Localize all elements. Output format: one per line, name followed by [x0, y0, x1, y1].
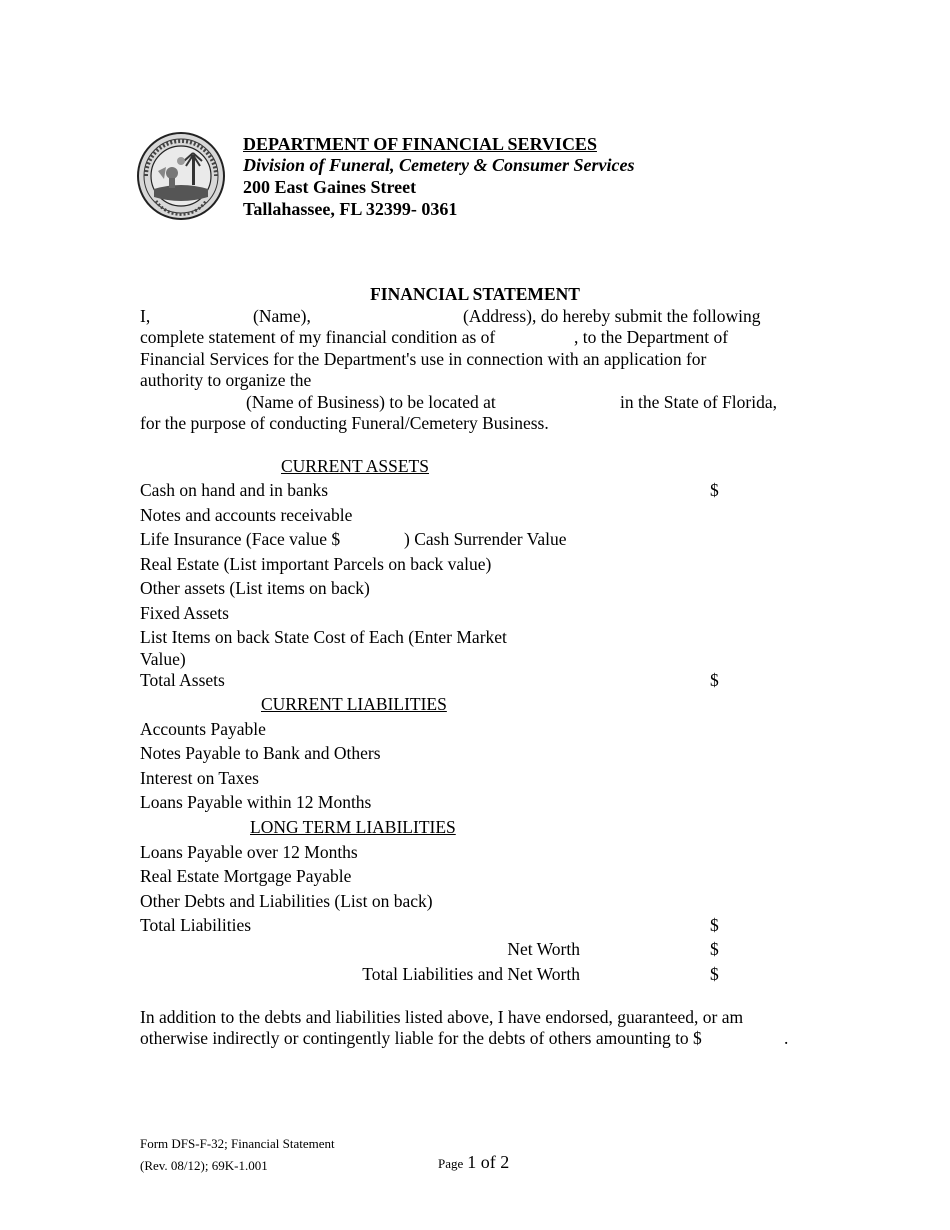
assets-other-label: Other assets (List items on back) [140, 578, 370, 598]
liab-total-dollar: $ [710, 915, 719, 935]
liab-notes-payable: Notes Payable to Bank and Others [140, 743, 381, 763]
assets-life-insurance-a: Life Insurance (Face value $ [140, 529, 341, 549]
page-label: Page [438, 1156, 464, 1171]
closing-line1: In addition to the debts and liabilities listed above, I have endorsed, guaranteed, or am [140, 1007, 744, 1027]
liab-accounts-payable: Accounts Payable [140, 719, 266, 739]
intro-i: I, [140, 306, 151, 326]
liab-total-label: Total Liabilities [140, 915, 252, 935]
assets-cash-label: Cash on hand and in banks [140, 480, 329, 500]
liab-mortgage: Real Estate Mortgage Payable [140, 866, 352, 886]
long-term-liabilities-heading: LONG TERM LIABILITIES [250, 817, 456, 837]
assets-list-items-line1: List Items on back State Cost of Each (Enter Market [140, 627, 507, 647]
liab-loans-within-12: Loans Payable within 12 Months [140, 792, 372, 812]
intro-line3: Financial Services for the Department's use in connection with an application for [140, 349, 707, 369]
department-name: DEPARTMENT OF FINANCIAL SERVICES [243, 134, 597, 154]
intro-address-label: (Address), do hereby submit the following [463, 306, 761, 326]
footer-form-id: Form DFS-F-32; Financial Statement [140, 1136, 335, 1151]
closing-line2: otherwise indirectly or contingently liable for the debts of others amounting to $ [140, 1028, 702, 1048]
net-worth-dollar: $ [710, 939, 719, 959]
assets-list-items-line2: Value) [140, 649, 186, 669]
assets-life-insurance-b: ) Cash Surrender Value [404, 529, 567, 549]
page-number [438, 1152, 509, 1173]
current-liabilities-heading: CURRENT LIABILITIES [261, 694, 447, 714]
net-worth-label: Net Worth [507, 939, 580, 959]
division-name: Division of Funeral, Cemetery & Consumer Services [243, 155, 635, 175]
liab-other-debts: Other Debts and Liabilities (List on back) [140, 891, 433, 911]
intro-line6: for the purpose of conducting Funeral/Cemetery Business. [140, 413, 549, 433]
total-liab-net-worth-dollar: $ [710, 964, 719, 984]
assets-real-estate-label: Real Estate (List important Parcels on back value) [140, 554, 492, 574]
current-assets-heading: CURRENT ASSETS [281, 456, 429, 476]
intro-line5-a: (Name of Business) to be located at [246, 392, 496, 412]
footer-revision: (Rev. 08/12); 69K-1.001 [140, 1158, 268, 1173]
intro-line5-b: in the State of Florida, [620, 392, 777, 412]
assets-total-label: Total Assets [140, 670, 225, 690]
intro-line4: authority to organize the [140, 370, 312, 390]
closing-period: . [784, 1028, 789, 1048]
intro-line2-a: complete statement of my financial condition as of [140, 327, 496, 347]
street-address: 200 East Gaines Street [243, 177, 417, 197]
liab-interest: Interest on Taxes [140, 768, 259, 788]
page-count: 1 of 2 [467, 1152, 510, 1172]
city-address: Tallahassee, FL 32399- 0361 [243, 199, 458, 219]
assets-cash-dollar: $ [710, 480, 719, 500]
florida-state-seal [136, 131, 226, 221]
liab-loans-over-12: Loans Payable over 12 Months [140, 842, 358, 862]
assets-notes-label: Notes and accounts receivable [140, 505, 353, 525]
assets-fixed-label: Fixed Assets [140, 603, 229, 623]
intro-name-label: (Name), [253, 306, 311, 326]
total-liab-net-worth-label: Total Liabilities and Net Worth [362, 964, 580, 984]
assets-total-dollar: $ [710, 670, 719, 690]
intro-line2-b: , to the Department of [574, 327, 729, 347]
page-title: FINANCIAL STATEMENT [370, 284, 580, 304]
